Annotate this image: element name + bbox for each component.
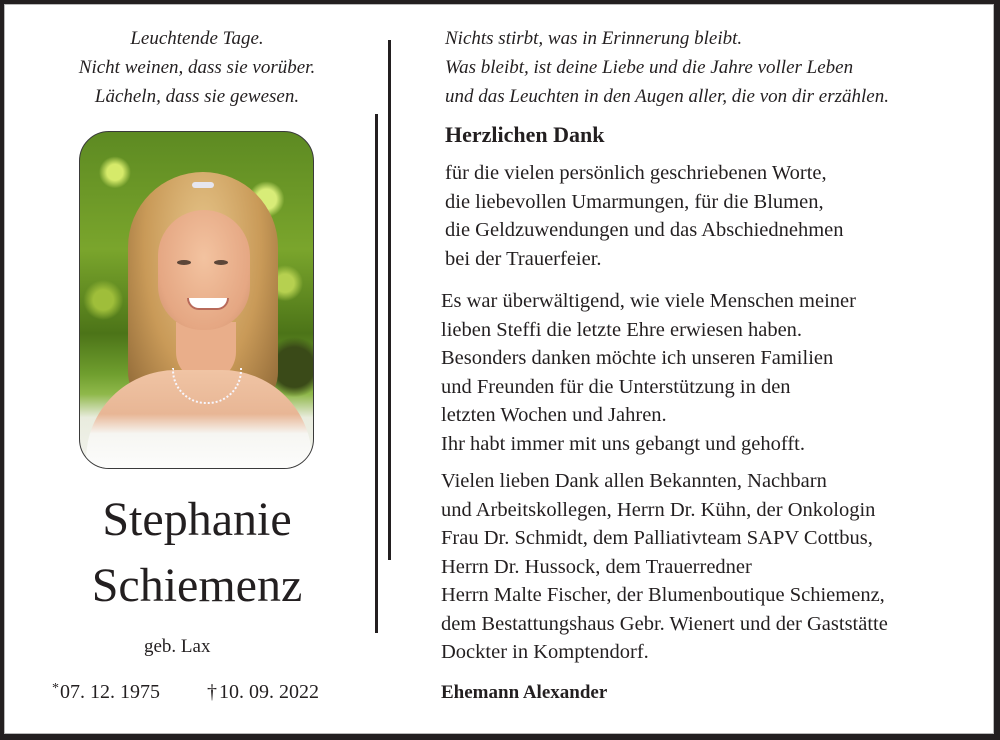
divider-line-right [388, 40, 391, 560]
poem-left-line: Nicht weinen, dass sie vorüber. [78, 57, 316, 78]
paragraph-line: lieben Steffi die letzte Ehre erwiesen haben. [441, 318, 803, 341]
paragraph-line: und Arbeitskollegen, Herrn Dr. Kühn, der Onkologin [441, 498, 876, 521]
photo-tiara [192, 182, 214, 188]
paragraph-line: dem Bestattungshaus Gebr. Wienert und der Gaststätte [441, 612, 888, 635]
paragraph-line: letzten Wochen und Jahren. [441, 404, 667, 426]
thanks-paragraph-2 [441, 287, 856, 458]
photo-face [158, 210, 250, 330]
divider-line-left [375, 114, 378, 633]
birth-date: 07. 12. 1975 [60, 681, 160, 703]
photo-eye-right [214, 260, 228, 265]
poem-right-line: Nichts stirbt, was in Erinnerung bleibt. [445, 28, 743, 49]
deceased-last-name: Schiemenz [91, 559, 303, 612]
poem-right [445, 24, 985, 111]
thanks-paragraph-3 [441, 467, 888, 667]
paragraph-line: Ihr habt immer mit uns gebangt und gehofft. [441, 432, 805, 455]
poem-right-line: und das Leuchten in den Augen aller, die von dir erzählen. [445, 86, 889, 107]
poem-left-line: Leuchtende Tage. [130, 28, 264, 49]
signature: Ehemann Alexander [441, 682, 608, 703]
cross-icon: † [207, 681, 217, 703]
deceased-first-name: Stephanie [102, 493, 292, 546]
thanks-paragraph-1 [445, 159, 844, 273]
photo-eye-left [177, 260, 191, 265]
paragraph-line: Herrn Malte Fischer, der Blumenboutique Schiemenz, [441, 584, 885, 606]
paragraph-line: die Geldzuwendungen und das Abschiednehmen [445, 219, 844, 241]
paragraph-line: Es war überwältigend, wie viele Menschen meiner [441, 290, 856, 312]
maiden-name: geb. Lax [144, 636, 211, 657]
paragraph-line: bei der Trauerfeier. [445, 247, 602, 270]
poem-left [32, 24, 362, 111]
paragraph-line: Frau Dr. Schmidt, dem Palliativteam SAPV Cottbus, [441, 527, 873, 549]
paragraph-line: Vielen lieben Dank allen Bekannten, Nachbarn [441, 470, 827, 492]
paragraph-line: Dockter in Komptendorf. [441, 641, 649, 663]
birth-star-icon: * [52, 681, 59, 696]
obituary-notice [4, 4, 994, 734]
photo-smile [187, 298, 229, 310]
paragraph-line: für die vielen persönlich geschriebenen Worte, [445, 162, 827, 184]
thanks-heading: Herzlichen Dank [445, 122, 605, 147]
portrait-photo [79, 131, 314, 469]
poem-right-line: Was bleibt, ist deine Liebe und die Jahre voller Leben [445, 57, 854, 78]
paragraph-line: Herrn Dr. Hussock, dem Trauerredner [441, 555, 752, 578]
birth-date-group [52, 681, 160, 704]
death-date-group [207, 681, 319, 704]
paragraph-line: die liebevollen Umarmungen, für die Blumen, [445, 190, 824, 213]
paragraph-line: und Freunden für die Unterstützung in den [441, 375, 791, 398]
poem-left-line: Lächeln, dass sie gewesen. [94, 86, 300, 107]
death-date: 10. 09. 2022 [219, 681, 319, 703]
paragraph-line: Besonders danken möchte ich unseren Familien [441, 347, 834, 369]
